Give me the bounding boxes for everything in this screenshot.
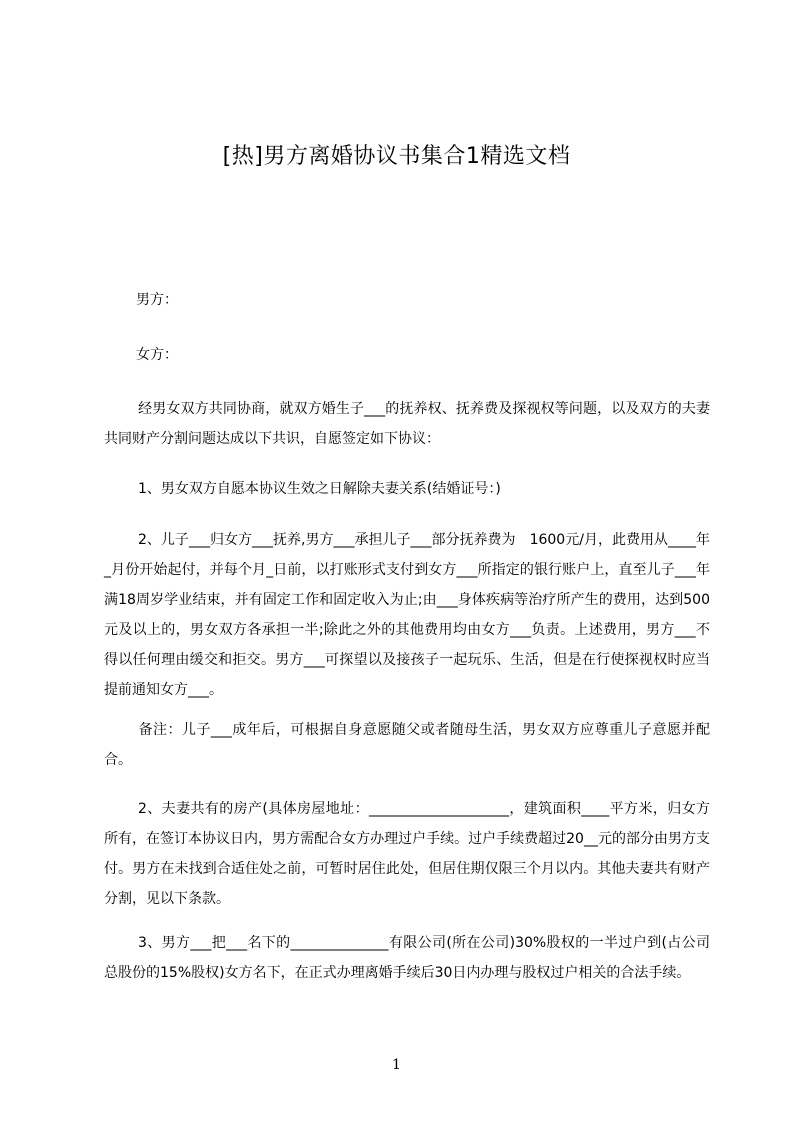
paragraph-clause-2-custody-text: 2、儿子___归女方___抚养,男方___承担儿子___部分抚养费为 1600元/月，此费用从____年_月份开始起付，并每个月_日前，以打账形式支付到女方___所指定的银行账户上，直至儿子___年满18周岁学业结束，并有固定工作和固定收入为止;由___身体疾病等治疗所产生的费用，达到500元及以上的，男女双方各承担一半;除此之外的其他费用均由女方___负责。上述费用，男方___不得以任何理由缓交和拒交。男方___可探望以及接孩子一起玩乐、生活，但是在行使探视权时应当提前通知女方___。 [104,532,710,698]
paragraph-clause-1 [104,474,710,504]
paragraph-intro-text: 经男女双方共同协商，就双方婚生子___的抚养权、抚养费及探视权等问题，以及双方的夫妻共同财产分割问题达成以下共识，自愿签定如下协议： [104,401,710,447]
paragraph-remark [104,715,710,775]
paragraph-clause-2-custody [104,525,710,705]
document-title: [热]男方离婚协议书集合1精选文档 [222,144,571,169]
party-female-label: 女方： [136,347,178,363]
paragraph-remark-text: 备注：儿子___成年后，可根据自身意愿随父或者随母生活，男女双方应尊重儿子意愿并配合。 [104,722,710,768]
paragraph-clause-3-equity-text: 3、男方___把___名下的______________有限公司(所在公司)30%股权的一半过户到(占公司总股份的15%股权)女方名下，在正式办理离婚手续后30日内办理与股权过户相关的合法手续。 [104,935,710,981]
page-number: 1 [392,1057,401,1073]
paragraph-clause-2-property-text: 2、夫妻共有的房产(具体房屋地址：____________________，建筑面积____平方米，归女方所有，在签订本协议日内，男方需配合女方办理过户手续。过户手续费超过20__元的部分由男方支付。男方在未找到合适住处之前，可暂时居住此处，但居住期仅限三个月以内。其他夫妻共有财产分割，见以下条款。 [104,801,710,907]
party-male-label: 男方： [136,292,178,308]
paragraph-clause-3-equity [104,928,710,988]
paragraph-clause-1-text: 1、男女双方自愿本协议生效之日解除夫妻关系(结婚证号：) [138,481,501,497]
paragraph-intro [104,394,710,454]
paragraph-clause-2-property [104,794,710,914]
